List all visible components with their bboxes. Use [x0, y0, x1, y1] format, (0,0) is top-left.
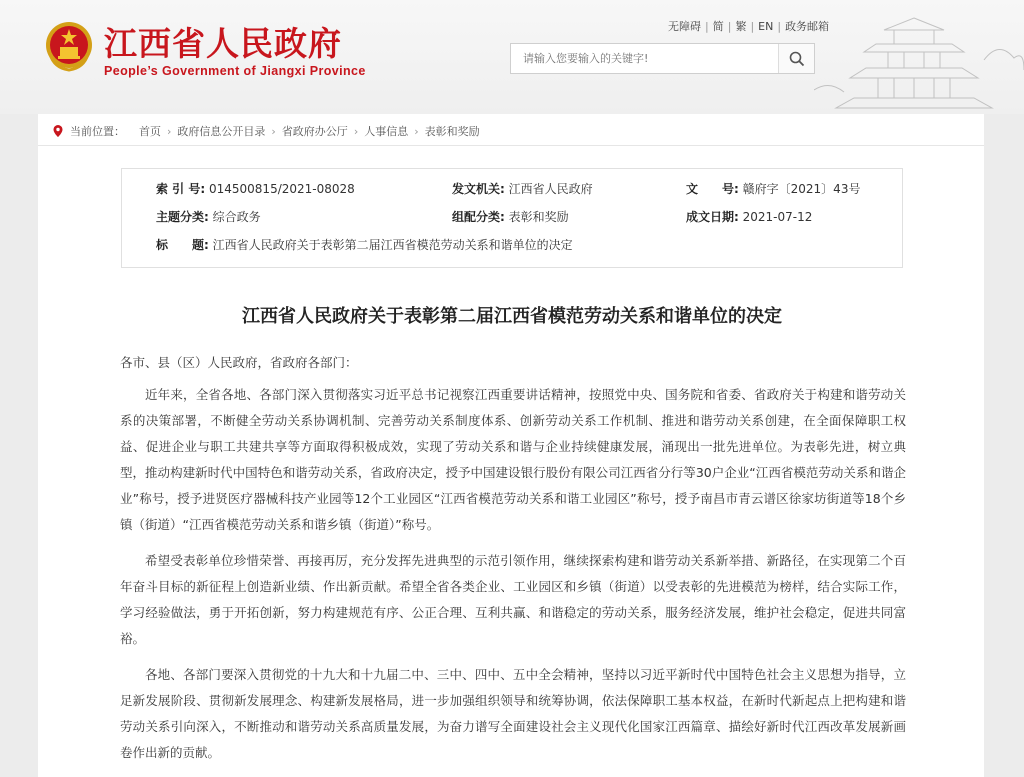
traditional-chinese-link[interactable]: 繁	[735, 20, 747, 33]
meta-topic: 主题分类: 综合政务	[156, 210, 261, 224]
meta-date: 成文日期: 2021-07-12	[686, 210, 813, 224]
government-mail-link[interactable]: 政务邮箱	[785, 20, 830, 33]
search-icon	[789, 51, 805, 67]
salutation: 各市、县（区）人民政府，省政府各部门：	[120, 355, 358, 370]
breadcrumb-info-catalog[interactable]: 政府信息公开目录	[177, 125, 266, 138]
chevron-right-icon: ›	[167, 124, 172, 138]
search-box	[510, 43, 815, 74]
location-pin-icon	[52, 124, 64, 138]
document-body	[120, 350, 906, 776]
breadcrumb-awards[interactable]: 表彰和奖励	[424, 125, 480, 138]
body-paragraph: 近年来，全省各地、各部门深入贯彻落实习近平总书记视察江西重要讲话精神，按照党中央、国务院和省委、省政府关于构建和谐劳动关系的决策部署，不断健全劳动关系协调机制、完善劳动关系制度体系、创新劳动关系工作机制、推进和谐劳动关系创建，在全面保障职工权益、促进企业与职工共建共享等方面取得积极成效，实现了劳动关系和谐与企业持续健康发展，涌现出一批先进单位。为表彰先进，树立典型，推动构建新时代中国特色和谐劳动关系，省政府决定，授予中国建设银行股份有限公司江西省分行等30户企业“江西省模范劳动关系和谐企业”称号，授予进贤医疗器械科技产业园等12个工业园区“江西省模范劳动关系和谐工业园区”称号，授予南昌市青云谱区徐家坊街道等18个乡镇（街道）“江西省模范劳动关系和谐乡镇（街道）”称号。	[120, 387, 906, 532]
pavilion-illustration	[814, 0, 1024, 114]
english-link[interactable]: EN	[758, 20, 774, 33]
chevron-right-icon: ›	[353, 124, 359, 138]
simplified-chinese-link[interactable]: 简	[712, 20, 724, 33]
chevron-right-icon: ›	[414, 124, 419, 138]
chevron-right-icon: ›	[271, 124, 276, 138]
search-input[interactable]	[511, 44, 779, 73]
meta-issuer: 发文机关: 江西省人民政府	[452, 182, 593, 196]
breadcrumb	[38, 123, 480, 139]
meta-category: 组配分类: 表彰和奖励	[452, 210, 569, 224]
breadcrumb-general-office[interactable]: 省政府办公厅	[281, 125, 348, 138]
site-subtitle: People’s Government of Jiangxi Province	[104, 64, 366, 78]
meta-title: 标 题: 江西省人民政府关于表彰第二届江西省模范劳动关系和谐单位的决定	[156, 238, 573, 252]
breadcrumb-home[interactable]: 首页	[139, 125, 161, 138]
breadcrumb-prefix: 当前位置：	[70, 125, 125, 138]
breadcrumb-divider	[38, 145, 984, 146]
meta-docno: 文 号: 赣府字〔2021〕43号	[686, 182, 861, 196]
breadcrumb-personnel[interactable]: 人事信息	[364, 125, 409, 138]
meta-index: 索 引 号: 014500815/2021-08028	[156, 182, 355, 196]
search-button[interactable]	[778, 44, 814, 73]
site-title[interactable]: 江西省人民政府	[104, 24, 342, 63]
document-metadata-table	[121, 168, 903, 268]
body-paragraph: 各地、各部门要深入贯彻党的十九大和十九届二中、三中、四中、五中全会精神，坚持以习近平新时代中国特色社会主义思想为指导，立足新发展阶段、贯彻新发展理念、构建新发展格局，进一步加强组织领导和统筹协调，依法保障职工基本权益，在新时代新起点上把构建和谐劳动关系引向深入，不断推动和谐劳动关系高质量发展，为奋力谱写全面建设社会主义现代化国家江西篇章、描绘好新时代江西改革发展新画卷作出新的贡献。	[120, 667, 906, 760]
document-title: 江西省人民政府关于表彰第二届江西省模范劳动关系和谐单位的决定	[242, 306, 782, 327]
body-paragraph: 希望受表彰单位珍惜荣誉、再接再厉，充分发挥先进典型的示范引领作用，继续探索构建和谐劳动关系新举措、新路径，在实现第二个百年奋斗目标的新征程上创造新业绩、作出新贡献。希望全省各类企业、工业园区和乡镇（街道）以受表彰的先进模范为榜样，结合实际工作，学习经验做法，勇于开拓创新，努力构建规范有序、公正合理、互利共赢、和谐稳定的劳动关系，服务经济发展，维护社会稳定，促进共同富裕。	[120, 553, 906, 646]
top-links: 无障碍 | 简 | 繁 | EN | 政务邮箱	[668, 20, 830, 33]
national-emblem-icon	[44, 20, 94, 72]
accessibility-link[interactable]: 无障碍	[668, 20, 701, 33]
site-header	[0, 0, 1024, 114]
